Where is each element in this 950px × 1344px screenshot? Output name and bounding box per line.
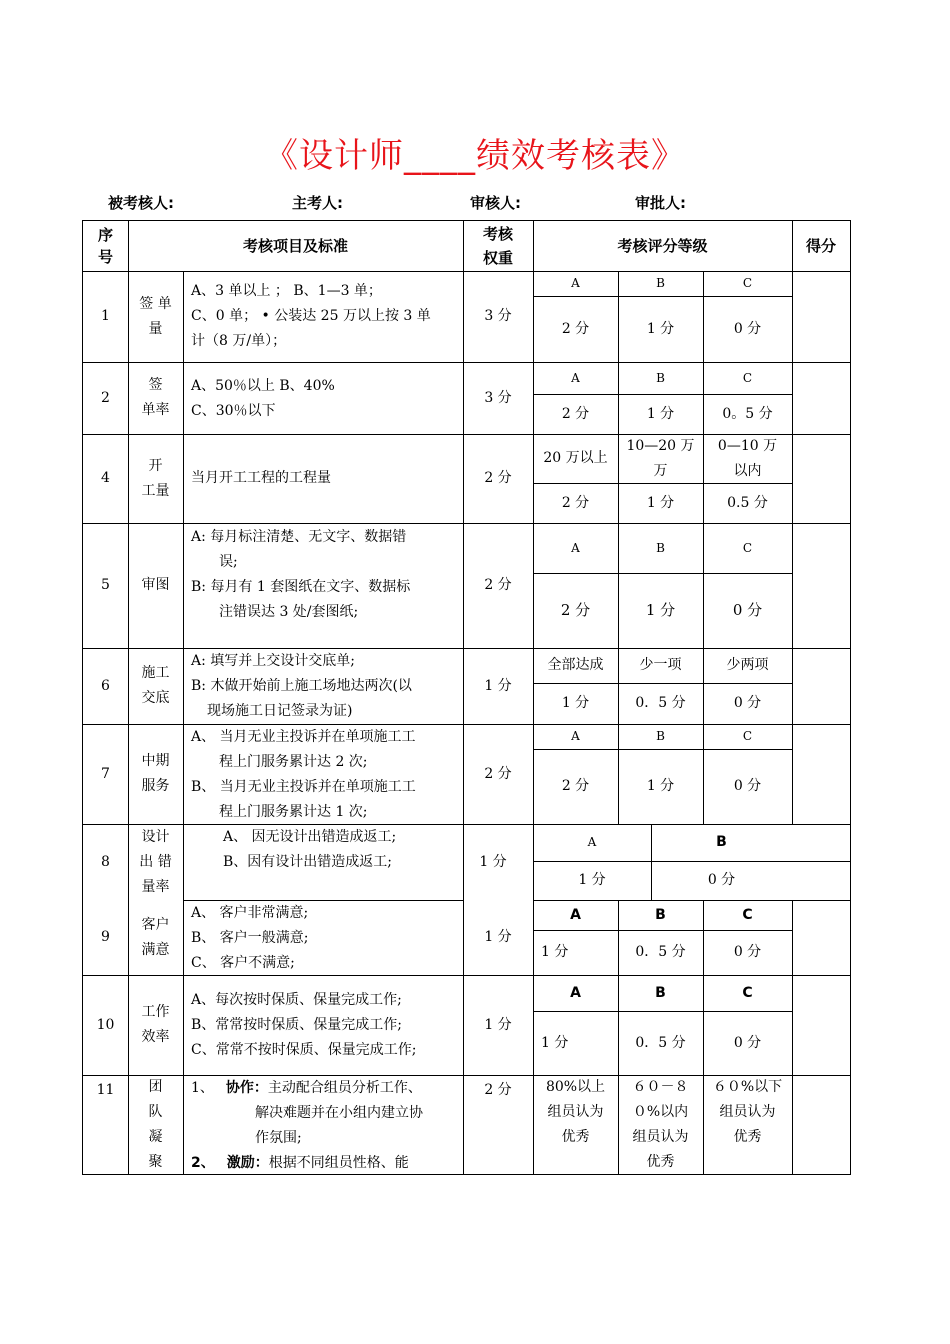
- grade-points: 0 分: [733, 944, 762, 960]
- row-no: 2: [101, 389, 110, 406]
- grade-points: 1 分: [646, 494, 675, 511]
- grade-level: A: [570, 906, 581, 923]
- grade-points: 0 分: [707, 872, 736, 888]
- grade-level: B: [656, 276, 665, 290]
- row-weight: 1 分: [479, 853, 507, 870]
- row-criteria: A、 当月无业主投诉并在单项施工工 程上门服务累计达 2 次; B、 当月无业主投诉并在单项施工工 程上门服务累计达 1 次;: [191, 729, 416, 820]
- row-weight: 2 分: [484, 765, 512, 782]
- row-weight: 3 分: [484, 308, 512, 324]
- row-criteria: A: 填写并上交设计交底单; B: 木做开始前上施工场地达两次(以 现场施工日记签录为证): [191, 653, 412, 719]
- grade-points: 1 分: [578, 872, 606, 888]
- row-criteria: A、每次按时保质、保量完成工作; B、常常按时保质、保量完成工作; C、常常不按时保质、保量完成工作;: [191, 992, 417, 1058]
- row-criteria: A、50％以上 B、40% C、30％以下: [191, 378, 335, 419]
- grade-level: 10—20 万 万: [626, 437, 695, 479]
- grade-points: 0.5 分: [727, 494, 768, 511]
- row-no: 7: [101, 765, 110, 782]
- row-no: 1: [101, 308, 110, 324]
- row-item: 客户 满意: [141, 916, 170, 958]
- grade-level: B: [716, 834, 727, 850]
- row-no: 4: [101, 470, 110, 486]
- grade-level: 0—10 万 以内: [717, 437, 778, 479]
- grade-points: 2 分: [561, 494, 590, 511]
- row-criteria: 当月开工工程的工程量: [191, 470, 331, 486]
- row-weight: 2 分: [484, 1081, 512, 1098]
- grade-points: 0．5 分: [635, 944, 686, 960]
- row-weight: 1 分: [484, 1016, 512, 1033]
- row-item: 中期 服务: [141, 753, 170, 794]
- row-criteria: A、 客户非常满意; B、 客户一般满意; C、 客户不满意;: [191, 905, 309, 971]
- row-no: 6: [101, 677, 110, 694]
- grade-level: 全部达成: [547, 657, 604, 673]
- grade-level: 80%以上 组员认为 优秀: [545, 1079, 606, 1145]
- approver-label: 审批人:: [635, 194, 686, 212]
- examiner-label: 主考人:: [292, 194, 343, 212]
- grade-points: 1 分: [645, 601, 676, 619]
- header-item: 考核项目及标准: [242, 236, 348, 255]
- row-no: 9: [101, 929, 110, 945]
- grade-points: 1 分: [646, 320, 675, 337]
- grade-level: C: [742, 984, 753, 1001]
- row-criteria: A、3 单以上 ； B、1—3 单； C、0 单； • 公装达 25 万以上按 3 单 计（8 万/单）；: [191, 283, 431, 349]
- grade-points: 2 分: [561, 320, 590, 337]
- grade-points: 0。5 分: [722, 405, 773, 422]
- grade-points: 2 分: [561, 778, 590, 794]
- reviewer-label: 审核人:: [470, 194, 521, 212]
- header-score: 得分: [805, 236, 836, 255]
- row-weight: 2 分: [484, 470, 512, 486]
- grade-points: 0 分: [733, 320, 762, 337]
- grade-level: B: [655, 906, 666, 923]
- grade-points: 0 分: [733, 778, 762, 794]
- grade-points: 0．5 分: [635, 695, 686, 711]
- grade-points: 2 分: [560, 601, 591, 619]
- grade-level: B: [656, 370, 665, 385]
- grade-level: A: [571, 729, 580, 743]
- appraisal-table: [82, 220, 851, 1175]
- row-item: 签 单率: [141, 377, 170, 418]
- grade-level: C: [742, 729, 753, 743]
- row-criteria: A、 因无设计出错造成返工; B、因有设计出错造成返工;: [223, 829, 397, 870]
- grade-level: 20 万以上: [543, 450, 608, 466]
- row-weight: 2 分: [484, 577, 512, 593]
- header-weight: 考核 权重: [482, 225, 513, 267]
- row-item: 工作 效率: [141, 1004, 170, 1045]
- grade-level: A: [570, 984, 581, 1001]
- row-criteria: A: 每月标注清楚、无文字、数据错 误; B: 每月有 1 套图纸在文字、数据标 注错误达 3 处/套图纸;: [191, 529, 411, 620]
- row-weight: 3 分: [484, 389, 512, 406]
- row-weight: 1 分: [484, 677, 512, 694]
- grade-level: 少两项: [726, 657, 769, 673]
- grade-level: ６０－８ ０%以内 组员认为 优秀: [632, 1079, 689, 1170]
- header-no: 序 号: [97, 226, 113, 266]
- grade-points: 0 分: [732, 601, 763, 619]
- header-grade: 考核评分等级: [617, 236, 708, 255]
- grade-level: A: [571, 370, 580, 385]
- row-criteria: 1、 协作：主动配合组员分析工作、 解决难题并在小组内建立协 作氛围; 2、 激励：根据不同组员性格、能: [191, 1080, 423, 1171]
- grade-level: A: [571, 276, 580, 290]
- row-no: 10: [96, 1016, 115, 1033]
- row-item: 签 单 量: [139, 295, 172, 337]
- grade-points: 2 分: [561, 405, 590, 422]
- grade-points: 0 分: [733, 695, 762, 711]
- grade-level: B: [656, 729, 665, 743]
- grade-level: B: [656, 540, 665, 555]
- row-item: 施工 交底: [141, 665, 170, 706]
- grade-level: A: [587, 835, 597, 849]
- grade-level: C: [742, 540, 753, 555]
- row-item: 审图: [141, 577, 170, 593]
- form-title: 《设计师____绩效考核表》: [264, 136, 686, 176]
- grade-points: 1 分: [541, 1034, 569, 1051]
- row-weight: 1 分: [484, 929, 512, 945]
- grade-points: 0．5 分: [635, 1034, 686, 1051]
- grade-points: 1 分: [646, 778, 675, 794]
- row-item: 开 工量: [141, 457, 170, 499]
- grade-points: 1 分: [646, 405, 675, 422]
- grade-points: 1 分: [561, 695, 590, 711]
- grade-level: 少一项: [639, 657, 682, 673]
- grade-level: B: [655, 984, 666, 1001]
- grade-level: ６０%以下 组员认为 优秀: [712, 1079, 783, 1145]
- row-no: 5: [101, 577, 110, 593]
- row-item: 设计 出 错 量率: [139, 828, 172, 895]
- grade-level: C: [742, 370, 753, 385]
- grade-points: 0 分: [733, 1034, 762, 1051]
- appraisee-label: 被考核人:: [108, 194, 174, 212]
- grade-points: 1 分: [541, 944, 569, 960]
- grade-level: C: [742, 906, 753, 923]
- row-no: 8: [101, 853, 110, 870]
- grade-level: C: [742, 276, 753, 290]
- row-no: 11: [96, 1081, 115, 1098]
- grade-level: A: [571, 540, 580, 555]
- row-item: 团 队 凝 聚: [148, 1079, 163, 1170]
